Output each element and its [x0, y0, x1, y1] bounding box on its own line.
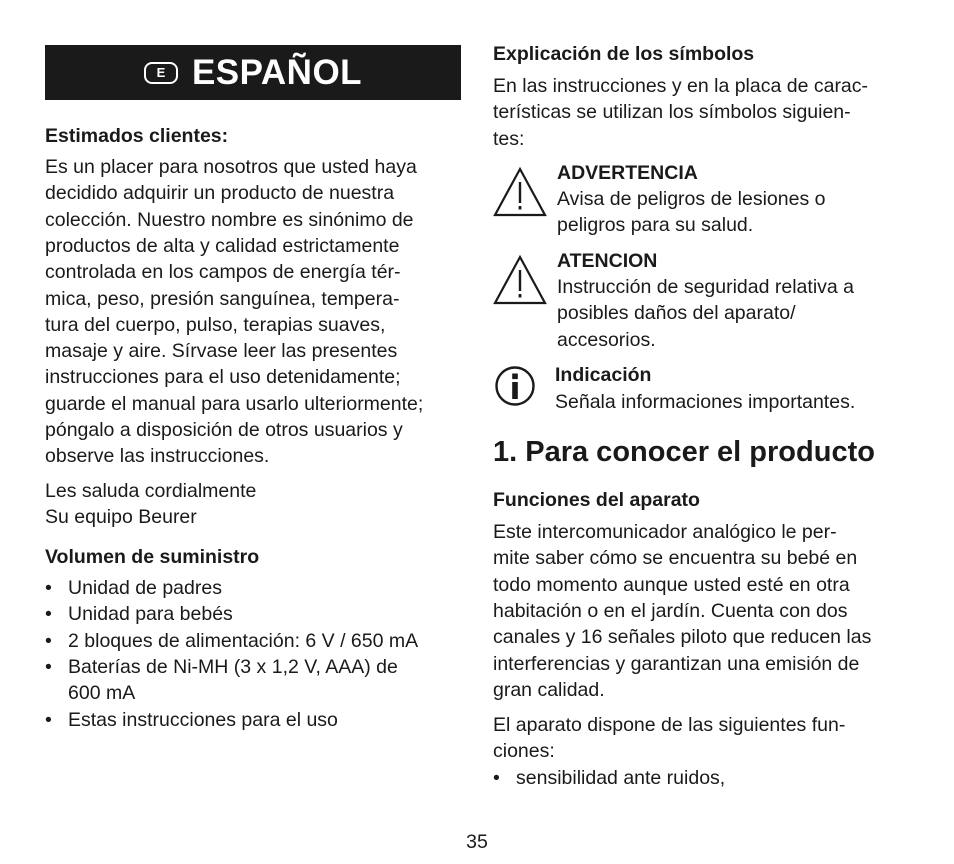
supply-item-text: Unidad de padres: [68, 577, 222, 599]
section-title: 1. Para conocer el producto: [493, 436, 875, 468]
symbols-intro-line: terísticas se utilizan los símbolos siguien-: [493, 101, 851, 124]
bullet: •: [45, 603, 52, 626]
intro-line: Es un placer para nosotros que usted haya: [45, 156, 417, 178]
bullet: •: [493, 767, 500, 789]
intro-line: tura del cuerpo, pulso, terapias suaves,: [45, 313, 386, 336]
supply-item-text: Estas instrucciones para el uso: [68, 708, 338, 731]
symbols-intro-line: tes:: [493, 127, 525, 150]
caution-line: accesorios.: [557, 328, 656, 351]
warning-title: ADVERTENCIA: [557, 162, 698, 184]
caution-line: posibles daños del aparato/: [557, 302, 796, 325]
intro-line: póngalo a disposición de otros usuarios y: [45, 419, 403, 441]
closing-line: Su equipo Beurer: [45, 506, 197, 529]
intro-line: decidido adquirir un producto de nuestra: [45, 182, 395, 205]
warning-line: peligros para su salud.: [557, 214, 754, 237]
note-title: Indicación: [555, 364, 652, 386]
intro-line: colección. Nuestro nombre es sinónimo de: [45, 208, 414, 231]
functions-line: interferencias y garantizan una emisión de: [493, 652, 860, 675]
bullet: •: [45, 577, 52, 599]
intro-line: observe las instrucciones.: [45, 445, 270, 468]
language-badge: E: [144, 62, 178, 84]
functions-heading: Funciones del aparato: [493, 489, 700, 511]
supply-item-text: Unidad para bebés: [68, 603, 233, 626]
intro-line: mica, peso, presión sanguínea, tempera-: [45, 287, 400, 310]
supply-item-text: 600 mA: [68, 682, 136, 705]
page-number: 35: [466, 831, 488, 853]
functions-line: gran calidad.: [493, 678, 605, 701]
bullet: •: [45, 655, 52, 678]
caution-title: ATENCION: [557, 250, 658, 272]
caution-line: Instrucción de seguridad relativa a: [557, 276, 855, 298]
closing-line: Les saluda cordialmente: [45, 480, 257, 502]
functions-line: habitación o en el jardín. Cuenta con dos: [493, 599, 848, 622]
supply-heading: Volumen de suministro: [45, 546, 260, 568]
intro-line: instrucciones para el uso detenidamente;: [45, 366, 401, 389]
info-icon: [494, 365, 536, 407]
language-banner: [45, 45, 461, 100]
bullet: •: [45, 629, 52, 652]
note-line: Señala informaciones importantes.: [555, 391, 856, 413]
symbols-intro-line: En las instrucciones y en la placa de carac-: [493, 75, 869, 97]
supply-item-text: 2 bloques de alimentación: 6 V / 650 mA: [68, 629, 419, 652]
page-title: ESPAÑOL: [191, 52, 363, 92]
greeting-heading: Estimados clientes:: [45, 125, 229, 147]
functions-intro-line: ciones:: [493, 740, 555, 763]
warning-triangle-icon: [492, 254, 548, 306]
intro-line: guarde el manual para usarlo ulteriormente;: [45, 392, 424, 415]
functions-intro-line: El aparato dispone de las siguientes fun-: [493, 714, 846, 736]
bullet: •: [45, 708, 52, 731]
intro-line: productos de alta y calidad estrictamente: [45, 234, 400, 257]
intro-line: masaje y aire. Sírvase leer las presentes: [45, 340, 398, 363]
intro-line: controlada en los campos de energía tér-: [45, 261, 401, 284]
supply-item-text: Baterías de Ni-MH (3 x 1,2 V, AAA) de: [68, 655, 398, 678]
functions-line: canales y 16 señales piloto que reducen las: [493, 626, 872, 649]
functions-line: mite saber cómo se encuentra su bebé en: [493, 547, 858, 570]
warning-triangle-icon: [492, 166, 548, 218]
functions-line: Este intercomunicador analógico le per-: [493, 521, 837, 543]
warning-line: Avisa de peligros de lesiones o: [557, 188, 826, 210]
functions-line: todo momento aunque usted esté en otra: [493, 573, 850, 596]
symbols-heading: Explicación de los símbolos: [493, 43, 755, 65]
functions-item-text: sensibilidad ante ruidos,: [516, 767, 726, 789]
